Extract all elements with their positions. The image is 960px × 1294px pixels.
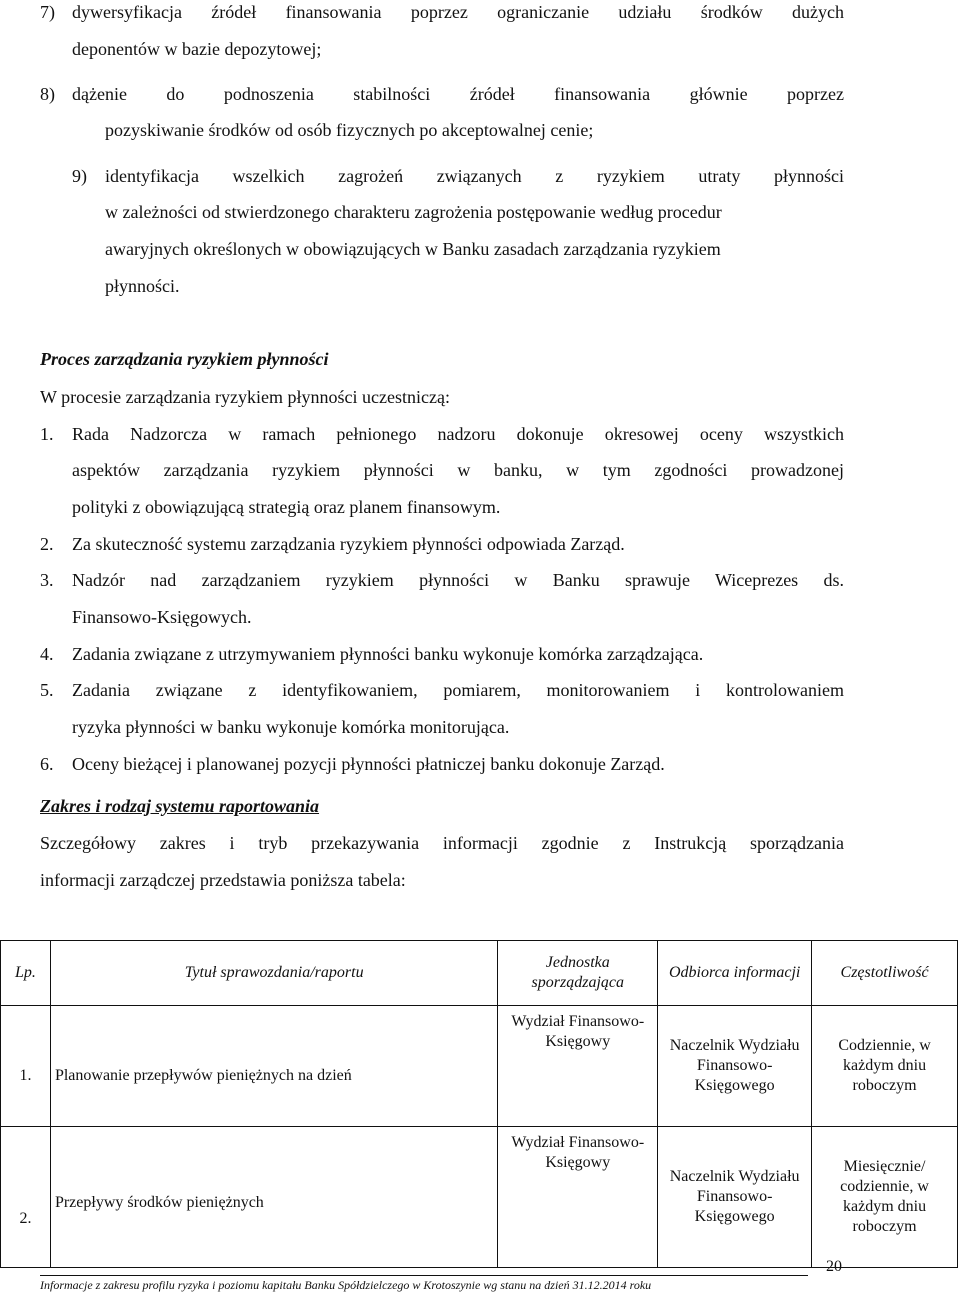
page-number: 20	[826, 1258, 842, 1275]
list-number: 5.	[40, 680, 54, 700]
table-cell-frequency: Miesięcznie/ codziennie, w każdym dniu roboczym	[812, 1127, 958, 1268]
page-footer: Informacje z zakresu profilu ryzyka i poziomu kapitału Banku Spółdzielczego w Krotoszynie wg stanu na dzień 31.12.2014 roku	[40, 1278, 652, 1292]
section-heading: Proces zarządzania ryzykiem płynności	[40, 349, 329, 369]
section-heading: Zakres i rodzaj systemu raportowania	[40, 796, 320, 816]
list-line: płynności.	[105, 276, 180, 296]
list-line: dążenie do podnoszenia stabilności źródeł finansowania głównie poprzez	[72, 84, 844, 104]
table-cell-title: Przepływy środków pieniężnych	[50, 1127, 497, 1268]
table-header-row	[1, 941, 958, 1006]
table-cell-frequency: Codziennie, w każdym dniu roboczym	[812, 1006, 958, 1127]
list-line: w zależności od stwierdzonego charakteru zagrożenia postępowanie według procedur	[105, 202, 722, 222]
table-cell-title: Planowanie przepływów pieniężnych na dzień	[50, 1006, 497, 1127]
table-cell-unit: Wydział Finansowo-Księgowy	[498, 1006, 658, 1127]
table-cell-recipient: Naczelnik Wydziału Finansowo-Księgowego	[658, 1127, 812, 1268]
list-line: polityki z obowiązującą strategią oraz planem finansowym.	[72, 497, 501, 517]
list-number: 8)	[40, 84, 55, 104]
table-header-cell: Odbiorca informacji	[658, 941, 812, 1006]
table-header-cell: Lp.	[1, 941, 51, 1006]
table-header-cell: Jednostka sporządzająca	[498, 941, 658, 1006]
list-line: identyfikacja wszelkich zagrożeń związanych z ryzykiem utraty płynności	[105, 166, 844, 186]
section-intro: W procesie zarządzania ryzykiem płynności uczestniczą:	[40, 387, 450, 407]
list-number: 6.	[40, 754, 54, 774]
list-line: Zadania związane z utrzymywaniem płynności banku wykonuje komórka zarządzająca.	[72, 644, 704, 664]
list-line: deponentów w bazie depozytowej;	[72, 39, 322, 59]
list-line: Za skuteczność systemu zarządzania ryzykiem płynności odpowiada Zarząd.	[72, 534, 625, 554]
list-line: ryzyka płynności w banku wykonuje komórka monitorująca.	[72, 717, 510, 737]
table-cell-recipient: Naczelnik Wydziału Finansowo-Księgowego	[658, 1006, 812, 1127]
list-line: dywersyfikacja źródeł finansowania poprzez ograniczanie udziału środków dużych	[72, 2, 844, 22]
paragraph-line: Szczegółowy zakres i tryb przekazywania informacji zgodnie z Instrukcją sporządzania	[40, 833, 844, 853]
list-number: 2.	[40, 534, 54, 554]
list-line: Finansowo-Księgowych.	[72, 607, 252, 627]
list-number: 1.	[40, 424, 54, 444]
table-cell-lp: 2.	[1, 1127, 51, 1268]
list-number: 7)	[40, 2, 55, 22]
list-line: awaryjnych określonych w obowiązujących w Banku zasadach zarządzania ryzykiem	[105, 239, 721, 259]
list-number: 3.	[40, 570, 54, 590]
reporting-table	[0, 940, 958, 1268]
paragraph-line: informacji zarządczej przedstawia poniższa tabela:	[40, 870, 406, 890]
list-line: Rada Nadzorcza w ramach pełnionego nadzoru dokonuje okresowej oceny wszystkich	[72, 424, 844, 444]
list-line: Oceny bieżącej i planowanej pozycji płynności płatniczej banku dokonuje Zarząd.	[72, 754, 665, 774]
list-number: 4.	[40, 644, 54, 664]
table-header-cell: Częstotliwość	[812, 941, 958, 1006]
list-line: aspektów zarządzania ryzykiem płynności w banku, w tym zgodności prowadzonej	[72, 460, 844, 480]
list-line: Zadania związane z identyfikowaniem, pomiarem, monitorowaniem i kontrolowaniem	[72, 680, 844, 700]
list-number: 9)	[72, 166, 87, 186]
table-row	[1, 1127, 958, 1268]
table-header-cell: Tytuł sprawozdania/raportu	[50, 941, 497, 1006]
table-cell-lp: 1.	[1, 1006, 51, 1127]
list-line: Nadzór nad zarządzaniem ryzykiem płynności w Banku sprawuje Wiceprezes ds.	[72, 570, 844, 590]
table-row	[1, 1006, 958, 1127]
footer-divider	[40, 1275, 808, 1276]
table-cell-unit: Wydział Finansowo-Księgowy	[498, 1127, 658, 1268]
list-line: pozyskiwanie środków od osób fizycznych po akceptowalnej cenie;	[105, 120, 594, 140]
